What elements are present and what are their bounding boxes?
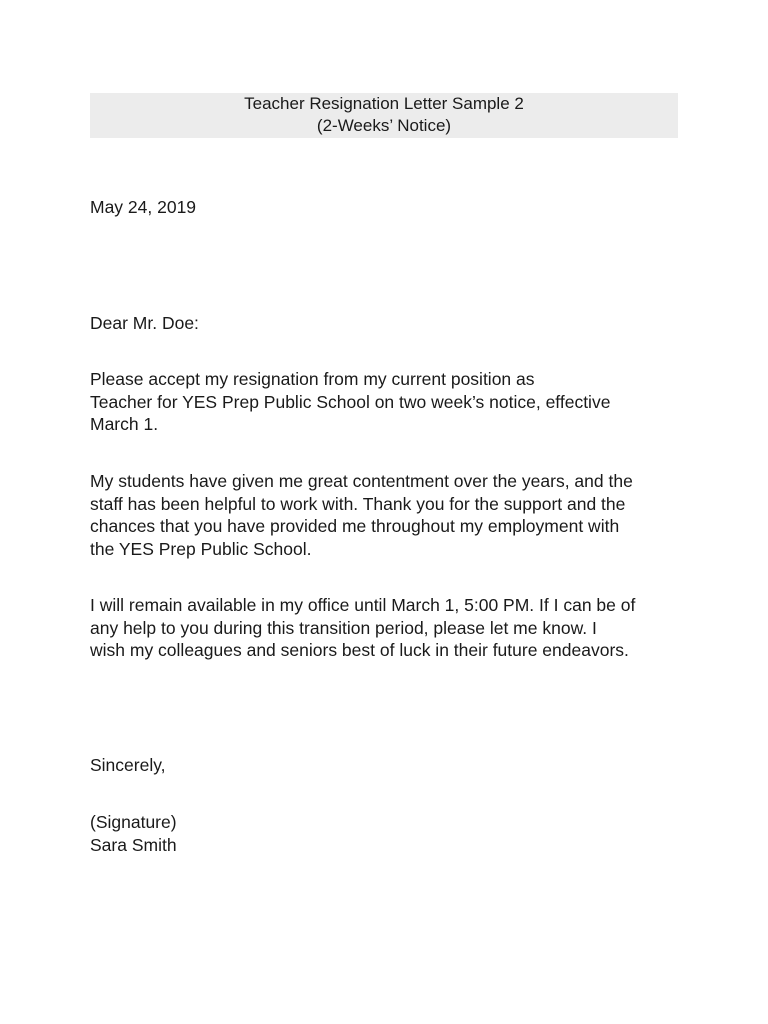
signature-placeholder: (Signature): [90, 812, 177, 832]
title-banner: [90, 93, 678, 138]
paragraph-line: I will remain available in my office until March 1, 5:00 PM. If I can be of: [90, 595, 636, 615]
paragraph-line: any help to you during this transition period, please let me know. I: [90, 617, 597, 638]
signature-block: [90, 811, 690, 856]
paragraph-gratitude: [90, 470, 690, 560]
paragraph-line: Please accept my resignation from my current position as: [90, 369, 535, 389]
letter-title: Teacher Resignation Letter Sample 2: [244, 94, 524, 113]
letter-subtitle: (2-Weeks’ Notice): [316, 116, 452, 135]
paragraph-resignation: [90, 368, 690, 436]
signer-name: Sara Smith: [90, 834, 177, 855]
paragraph-line: wish my colleagues and seniors best of luck in their future endeavors.: [90, 640, 629, 660]
salutation: Dear Mr. Doe:: [90, 313, 199, 333]
paragraph-line: staff has been helpful to work with. Thank you for the support and the: [90, 493, 626, 514]
paragraph-line: Teacher for YES Prep Public School on two week’s notice, effective: [90, 391, 611, 412]
letter-date: May 24, 2019: [90, 197, 197, 217]
paragraph-line: chances that you have provided me throughout my employment with: [90, 516, 620, 536]
paragraph-availability: [90, 594, 690, 662]
paragraph-line: March 1.: [90, 414, 159, 434]
closing: Sincerely,: [90, 755, 166, 775]
paragraph-line: the YES Prep Public School.: [90, 538, 312, 559]
paragraph-line: My students have given me great contentment over the years, and the: [90, 471, 633, 491]
